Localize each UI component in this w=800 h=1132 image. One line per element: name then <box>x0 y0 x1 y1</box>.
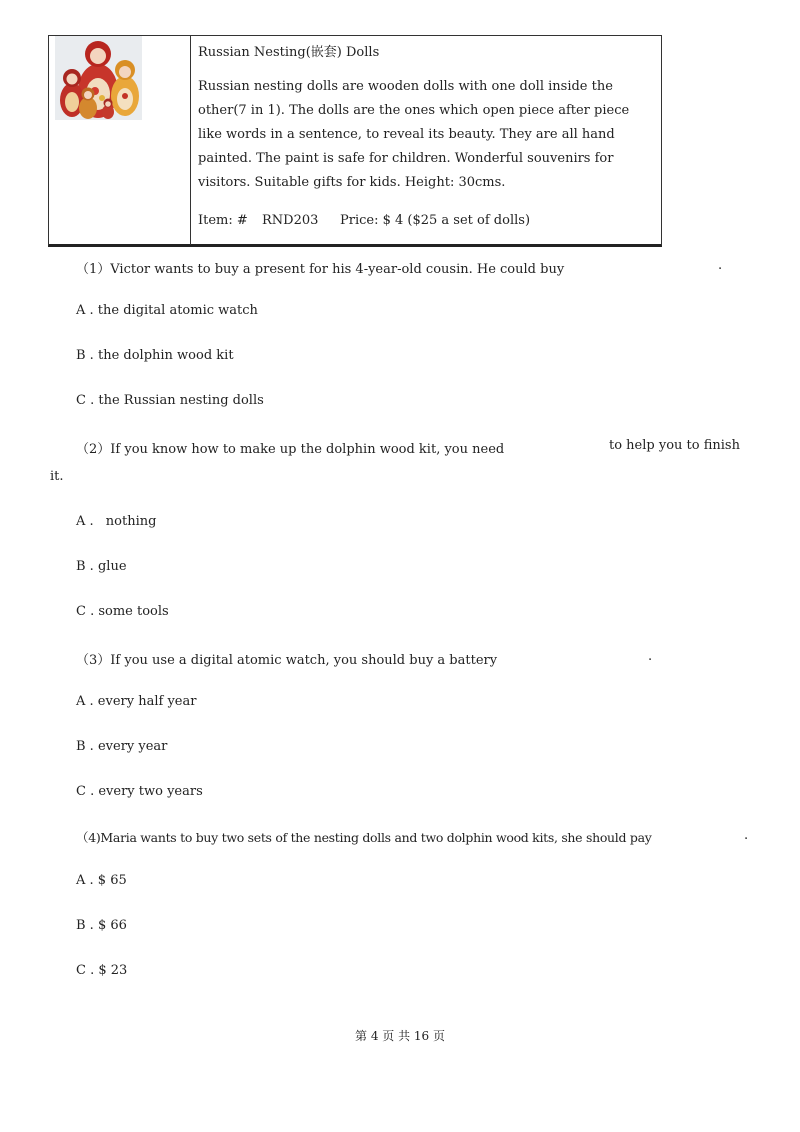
item-label: Item: # <box>198 213 248 228</box>
product-name: Russian Nesting(嵌套) Dolls <box>198 45 380 60</box>
price-text: Price: $ 4 ($25 a set of dolls) <box>340 213 531 228</box>
question-4-end-mark: . <box>744 828 749 843</box>
option-text: the dolphin wood kit <box>97 348 234 363</box>
question-3-end-mark: . <box>648 649 653 664</box>
option-text: the digital atomic watch <box>97 303 258 318</box>
option-text: every two years <box>98 784 203 799</box>
table-column-divider <box>190 35 191 245</box>
option-text: $ 65 <box>97 873 127 888</box>
page-number-footer: 第 4 页 共 16 页 <box>355 1029 445 1043</box>
question-3-option-a[interactable] <box>76 694 196 709</box>
question-1-option-a[interactable] <box>76 303 258 318</box>
option-text: every half year <box>97 694 197 709</box>
option-text: some tools <box>98 604 169 619</box>
question-1-prompt: （1）Victor wants to buy a present for his 4-year-old cousin. He could buy <box>76 262 565 277</box>
option-letter: A . <box>76 303 94 318</box>
option-letter: B . <box>76 559 94 574</box>
option-letter: B . <box>76 739 94 754</box>
option-letter: A . <box>76 694 94 709</box>
question-4-option-a[interactable] <box>76 873 127 888</box>
question-2-prompt-continued: to help you to finish <box>609 438 740 453</box>
option-text: every year <box>97 739 168 754</box>
description-line: other(7 in 1). The dolls are the ones which open piece after piece <box>198 103 630 118</box>
option-letter: A . <box>76 514 94 529</box>
question-2-option-c[interactable] <box>76 604 169 619</box>
option-text: the Russian nesting dolls <box>98 393 264 408</box>
option-letter: C . <box>76 784 95 799</box>
option-letter: A . <box>76 873 94 888</box>
product-description <box>198 75 668 195</box>
option-letter: C . <box>76 393 95 408</box>
option-text: $ 66 <box>97 918 127 933</box>
description-line: painted. The paint is safe for children. Wonderful souvenirs for <box>198 151 614 166</box>
question-2-prompt: （2）If you know how to make up the dolphin wood kit, you need <box>76 442 505 457</box>
product-table <box>48 35 662 246</box>
description-line: like words in a sentence, to reveal its beauty. They are all hand <box>198 127 615 142</box>
description-line: Russian nesting dolls are wooden dolls with one doll inside the <box>198 79 613 94</box>
question-3-prompt: （3）If you use a digital atomic watch, you should buy a battery <box>76 653 498 668</box>
option-letter: C . <box>76 604 95 619</box>
item-code: RND203 <box>262 213 319 228</box>
nesting-dolls-image <box>55 36 142 120</box>
option-letter: C . <box>76 963 95 978</box>
question-3-option-b[interactable] <box>76 739 167 754</box>
question-2-option-a[interactable] <box>76 514 156 529</box>
option-letter: B . <box>76 348 94 363</box>
question-2-option-b[interactable] <box>76 559 127 574</box>
question-1-option-c[interactable] <box>76 393 264 408</box>
option-letter: B . <box>76 918 94 933</box>
option-text: nothing <box>105 514 157 529</box>
option-text: $ 23 <box>98 963 128 978</box>
question-4-prompt: （4)Maria wants to buy two sets of the nesting dolls and two dolphin wood kits, she should pay <box>76 830 652 845</box>
option-text: glue <box>97 559 127 574</box>
description-line: visitors. Suitable gifts for kids. Height: 30cms. <box>198 175 506 190</box>
question-1-option-b[interactable] <box>76 348 234 363</box>
question-2-prompt-line2: it. <box>50 469 64 484</box>
question-4-option-c[interactable] <box>76 963 127 978</box>
question-4-option-b[interactable] <box>76 918 127 933</box>
question-3-option-c[interactable] <box>76 784 203 799</box>
question-1-end-mark: . <box>718 258 723 273</box>
